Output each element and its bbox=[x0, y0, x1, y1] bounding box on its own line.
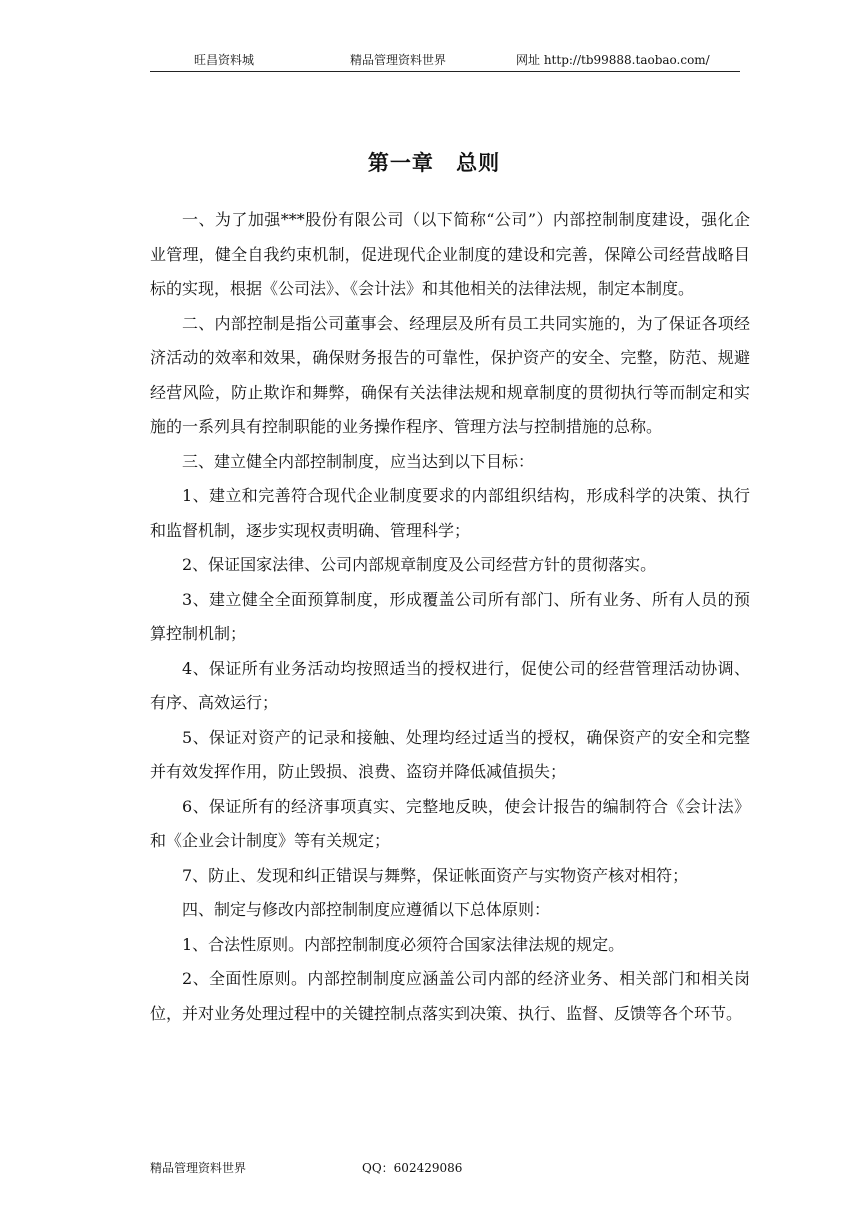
header-site-name: 精品管理资料世界 bbox=[350, 53, 447, 67]
paragraph-3: 三、建立健全内部控制制度，应当达到以下目标： bbox=[182, 451, 535, 471]
paragraph-9: 6、保证所有的经济事项真实、完整地反映，使会计报告的编制符合《会计法》和《企业会计制度》等有关规定； bbox=[150, 796, 750, 850]
header-url: 网址 http://tb99888.taobao.com/ bbox=[516, 53, 710, 67]
footer-qq: QQ：602429086 bbox=[362, 1161, 463, 1175]
footer-site-name: 精品管理资料世界 bbox=[150, 1161, 247, 1175]
paragraph-4: 1、建立和完善符合现代企业制度要求的内部组织结构，形成科学的决策、执行和监督机制，逐步实现权责明确、管理科学； bbox=[150, 486, 750, 540]
chapter-title: 第一章 总则 bbox=[367, 151, 501, 175]
paragraph-5: 2、保证国家法律、公司内部规章制度及公司经营方针的贯彻落实。 bbox=[182, 555, 657, 574]
paragraph-13: 2、全面性原则。内部控制制度应涵盖公司内部的经济业务、相关部门和相关岗位，并对业务处理过程中的关键控制点落实到决策、执行、监督、反馈等各个环节。 bbox=[150, 969, 750, 1023]
paragraph-1: 一、为了加强***股份有限公司（以下简称“公司”）内部控制制度建设，强化企业管理，健全自我约束机制，促进现代企业制度的建设和完善，保障公司经营战略目标的实现，根据《公司法》、《会计法》和其他相关的法律法规，制定本制度。 bbox=[150, 210, 750, 298]
header-divider bbox=[150, 71, 740, 72]
page-footer bbox=[150, 1158, 740, 1178]
paragraph-7: 4、保证所有业务活动均按照适当的授权进行，促使公司的经营管理活动协调、有序、高效运行； bbox=[150, 658, 750, 712]
header-shop-name: 旺昌资料城 bbox=[194, 53, 255, 67]
paragraph-8: 5、保证对资产的记录和接触、处理均经过适当的授权，确保资产的安全和完整并有效发挥作用，防止毁损、浪费、盗窃并降低减值损失； bbox=[150, 727, 750, 781]
paragraph-12: 1、合法性原则。内部控制制度必须符合国家法律法规的规定。 bbox=[182, 934, 625, 954]
paragraph-11: 四、制定与修改内部控制制度应遵循以下总体原则： bbox=[182, 900, 551, 919]
document-body bbox=[150, 203, 750, 1031]
paragraph-10: 7、防止、发现和纠正错误与舞弊，保证帐面资产与实物资产核对相符； bbox=[182, 865, 689, 885]
paragraph-2: 二、内部控制是指公司董事会、经理层及所有员工共同实施的，为了保证各项经济活动的效率和效果，确保财务报告的可靠性，保护资产的安全、完整，防范、规避经营风险，防止欺诈和舞弊，确保有关法律法规和规章制度的贯彻执行等而制定和实施的一系列具有控制职能的业务操作程序、管理方法与控制措施的总称。 bbox=[150, 313, 750, 436]
page-header bbox=[150, 50, 740, 70]
paragraph-6: 3、建立健全全面预算制度，形成覆盖公司所有部门、所有业务、所有人员的预算控制机制； bbox=[150, 589, 750, 643]
